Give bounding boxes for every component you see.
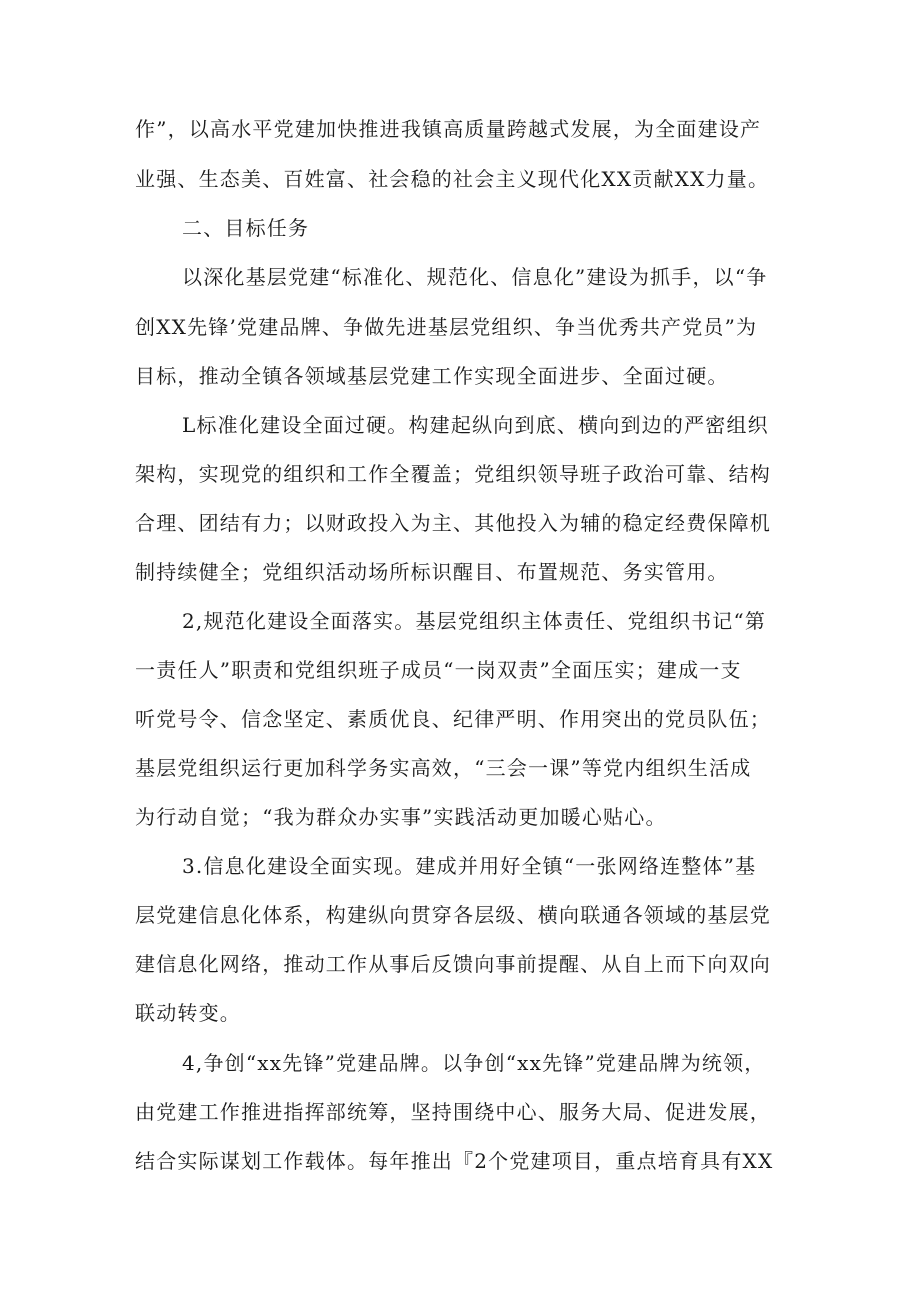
text-line: 听党号令、信念坚定、素质优良、纪律严明、作用突出的党员队伍；	[135, 707, 771, 731]
text-line: L标准化建设全面过硬。构建起纵向到底、横向到边的严密组织	[182, 413, 769, 437]
text-line: 2,规范化建设全面落实。基层党组织主体责任、党组织书记“第	[182, 609, 767, 633]
section-heading: 二、目标任务	[182, 216, 310, 240]
text-line: 基层党组织运行更加科学务实高效，“三会一课”等党内组织生活成	[135, 756, 752, 780]
text-line: 联动转变。	[135, 1001, 241, 1025]
text-line: 为行动自觉；“我为群众办实事”实践活动更加暖心贴心。	[135, 805, 667, 829]
text-line: 合理、团结有力；以财政投入为主、其他投入为辅的稳定经费保障机	[135, 511, 771, 535]
text-line: 业强、生态美、百姓富、社会稳的社会主义现代化XX贡献XX力量。	[135, 167, 770, 191]
text-line: 架构，实现党的组织和工作全覆盖；党组织领导班子政治可靠、结构	[135, 462, 771, 486]
text-line: 一责任人”职责和党组织班子成员“一岗双责”全面压实；建成一支	[135, 658, 742, 682]
text-line: 以深化基层党建“标准化、规范化、信息化”建设为抓手，以“争	[182, 265, 768, 289]
text-line: 3.信息化建设全面实现。建成并用好全镇“一张网络连整体”基	[182, 854, 757, 878]
text-line: 由党建工作推进指挥部统筹，坚持围绕中心、服务大局、促进发展，	[135, 1100, 771, 1124]
text-line: 制持续健全；党组织活动场所标识醒目、布置规范、务实管用。	[135, 560, 729, 584]
text-line: 层党建信息化体系，构建纵向贯穿各层级、横向联通各领域的基层党	[135, 903, 771, 927]
text-line: 作”，以高水平党建加快推进我镇高质量跨越式发展，为全面建设产	[135, 117, 762, 141]
text-line: 目标，推动全镇各领域基层党建工作实现全面进步、全面过硬。	[135, 364, 729, 388]
text-line: 结合实际谋划工作载体。每年推出『2个党建项目，重点培育具有XX	[135, 1149, 774, 1173]
text-line: 4,争创“xx先锋”党建品牌。以争创“xx先锋”党建品牌为统领，	[182, 1051, 766, 1075]
text-line: 创XX先锋’党建品牌、争做先进基层党组织、争当优秀共产党员”为	[135, 315, 758, 339]
text-line: 建信息化网络，推动工作从事后反馈向事前提醒、从自上而下向双向	[135, 952, 771, 976]
